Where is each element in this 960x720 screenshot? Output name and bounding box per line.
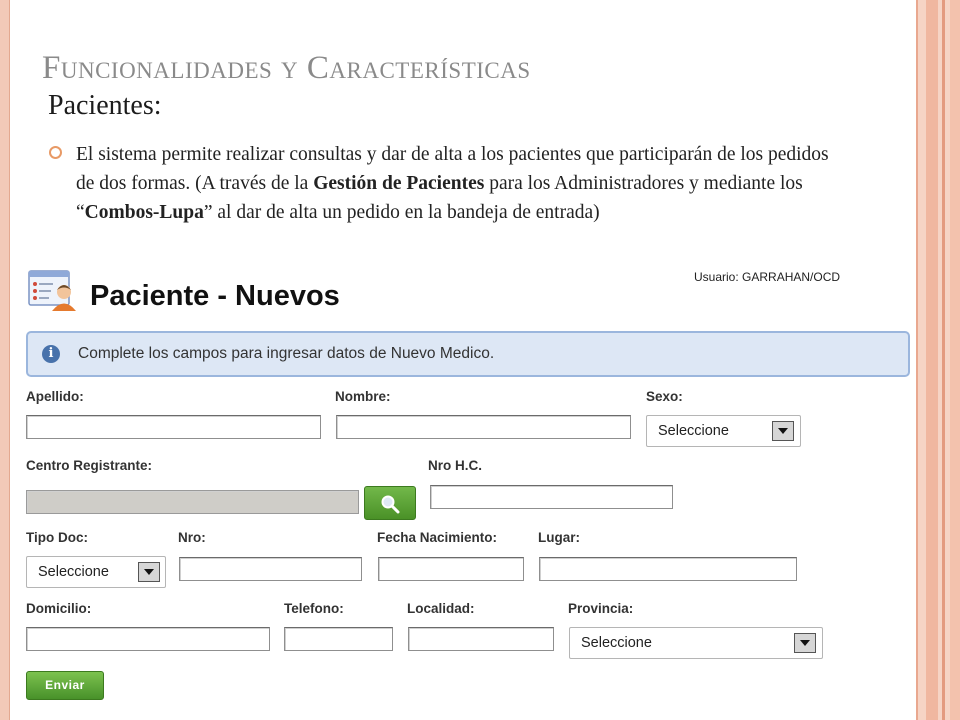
info-icon: i	[42, 345, 60, 363]
fecha-nacimiento-input[interactable]	[378, 557, 524, 581]
bullet-circle-icon	[49, 146, 62, 159]
telefono-label: Telefono:	[284, 601, 344, 616]
combos-lupa-text: Combos-Lupa	[84, 202, 204, 223]
slide-border-right	[916, 0, 960, 720]
bullet-point	[46, 140, 906, 258]
domicilio-label: Domicilio:	[26, 601, 92, 616]
lugar-input[interactable]	[539, 557, 797, 581]
nombre-label: Nombre:	[335, 389, 391, 404]
slide-title: Funcionalidades y Características	[42, 50, 531, 86]
info-message	[26, 331, 910, 377]
localidad-input[interactable]	[408, 627, 554, 651]
bullet-text: El sistema permite realizar consultas y dar de alta a los pacientes que participarán de los pedidos de dos formas. (A través de la Gestión de Pacientes para los Administradores y mediante los “Combos-Lupa” al dar de alta un pedido en la bandeja de entrada)	[76, 144, 829, 223]
slide-border-left-line	[9, 0, 10, 720]
tipo-doc-label: Tipo Doc:	[26, 530, 88, 545]
apellido-input[interactable]	[26, 415, 321, 439]
patient-form-screenshot	[18, 258, 916, 720]
nro-input[interactable]	[179, 557, 362, 581]
nro-label: Nro:	[178, 530, 206, 545]
search-centro-button[interactable]	[364, 486, 416, 520]
provincia-select-value: Seleccione	[581, 635, 652, 651]
sexo-select[interactable]	[646, 415, 801, 447]
tipo-doc-select[interactable]	[26, 556, 166, 588]
centro-registrante-input	[26, 490, 359, 514]
provincia-label: Provincia:	[568, 601, 634, 616]
apellido-label: Apellido:	[26, 389, 84, 404]
provincia-select[interactable]	[569, 627, 823, 659]
form-title: Paciente - Nuevos	[90, 280, 340, 312]
submit-button[interactable]: Enviar	[26, 671, 104, 700]
tipo-doc-select-value: Seleccione	[38, 564, 109, 580]
fecha-nacimiento-label: Fecha Nacimiento:	[377, 530, 498, 545]
nombre-input[interactable]	[336, 415, 631, 439]
domicilio-input[interactable]	[26, 627, 270, 651]
dropdown-arrow-icon[interactable]	[138, 562, 160, 582]
centro-registrante-label: Centro Registrante:	[26, 458, 153, 473]
nro-hc-label: Nro H.C.	[428, 458, 482, 473]
patient-form-icon	[28, 270, 78, 312]
gestion-pacientes-text: Gestión de Pacientes	[313, 173, 485, 194]
magnifier-icon	[379, 494, 401, 514]
telefono-input[interactable]	[284, 627, 393, 651]
localidad-label: Localidad:	[407, 601, 475, 616]
nro-hc-input[interactable]	[430, 485, 673, 509]
sexo-label: Sexo:	[646, 389, 683, 404]
info-text: Complete los campos para ingresar datos de Nuevo Medico.	[78, 345, 495, 362]
dropdown-arrow-icon[interactable]	[794, 633, 816, 653]
dropdown-arrow-icon[interactable]	[772, 421, 794, 441]
lugar-label: Lugar:	[538, 530, 580, 545]
user-label: Usuario: GARRAHAN/OCD	[694, 270, 841, 284]
sexo-select-value: Seleccione	[658, 423, 729, 439]
section-heading: Pacientes:	[48, 90, 162, 121]
slide-border-left	[0, 0, 9, 720]
